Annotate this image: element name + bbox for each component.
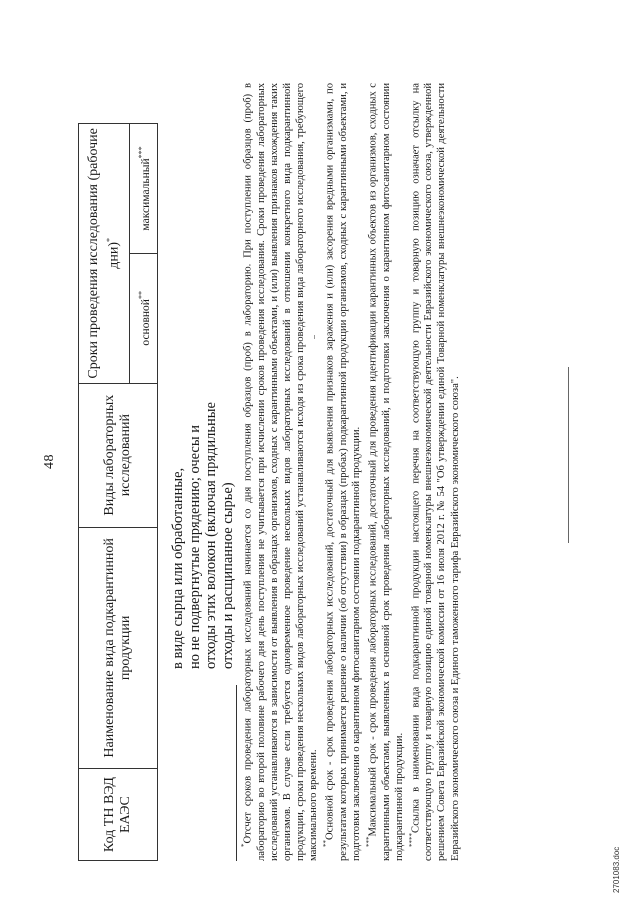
page-number: 48 — [42, 454, 57, 469]
continuation-line: отходы и расщипанное сырье) — [219, 482, 236, 669]
continuation-line: но не подвергнутые прядению; очесы и — [186, 425, 203, 669]
sub-basic-header: основной** — [130, 253, 158, 383]
footnote-4: ****Ссылка в наименовании вида подкарантинной продукции настоящего перечня на соответствующую группу и товарную позицию означает отсылку на соответствующую группу и товарную позицию единой товарной номенклатуры внешнеэкономической деятельности Евразийского экономического союза, утвержденной решением Совета Евразийской экономической комиссии от 16 июля 2012 г. № 54 "Об утверждении единой Товарной номенклатуры внешнеэкономической деятельности Евразийского экономического союза и Единого таможенного тарифа Евразийского экономического союза". — [407, 83, 461, 861]
product-continuation — [170, 402, 236, 669]
footnote-separator — [236, 685, 237, 861]
sub-max-header: максимальный*** — [130, 124, 158, 254]
end-separator — [568, 367, 569, 543]
col-terms-header: Сроки проведения исследования (рабочие дни)* — [79, 124, 130, 384]
col-types-header: Виды лабораторных исследований — [79, 383, 158, 527]
continuation-line: в виде сырца или обработанные, — [170, 467, 186, 669]
col-name-header: Наименование вида подкарантинной продукции — [79, 527, 158, 769]
footnotes — [238, 83, 462, 861]
doc-filename: 2701083.doc — [612, 846, 621, 893]
col-code-header: Код ТН ВЭД ЕАЭС — [79, 769, 158, 861]
scan-mark — [314, 335, 315, 339]
col-terms-mark: * — [104, 237, 114, 242]
footnote-3: ***Максимальный срок - срок проведения лабораторных исследований, достаточный для проведения идентификации карантинных объектов из организмов, сходных с карантинными объектами, выявленных в основной срок проведения лабораторных исследований, и подготовки заключения о карантинном фитосанитарном состоянии подкарантинной продукции. — [364, 83, 405, 861]
footnote-2: **Основной срок - срок проведения лабораторных исследований, достаточный для выявления признаков заражения и (или) засорения вредными организмами, по результатам которых принимается решение о наличии (об отсутствии) в образцах (пробах) подкарантинной продукции организмов, сходных с карантинными объектами, и подготовки заключения о карантинном фитосанитарном состоянии подкарантинной продукции. — [322, 83, 362, 861]
table-header — [78, 123, 158, 861]
continuation-line: отходы этих волокон (включая прядильные — [203, 402, 219, 669]
footnote-1: *Отсчет сроков проведения лабораторных исследований начинается со дня поступления образцов (проб) в лабораторию. При поступлении образцов (проб) в лабораторию во второй половине рабочего дня день поступления не учитывается при исчислении сроков проведения исследования. Сроки проведения лабораторных исследований устанавливаются в зависимости от выявления в образцах организмов, сходных с карантинными объектами, и (или) выявления признаков нахождения таких организмов. В случае если требуется одновременное проведение нескольких видов лабораторных исследований в отношении конкретного вида подкарантинной продукции, сроки проведения нескольких видов лабораторных исследований устанавливаются исходя из срока проведения вида лабораторного исследования, требующего максимального времени. — [240, 83, 319, 861]
